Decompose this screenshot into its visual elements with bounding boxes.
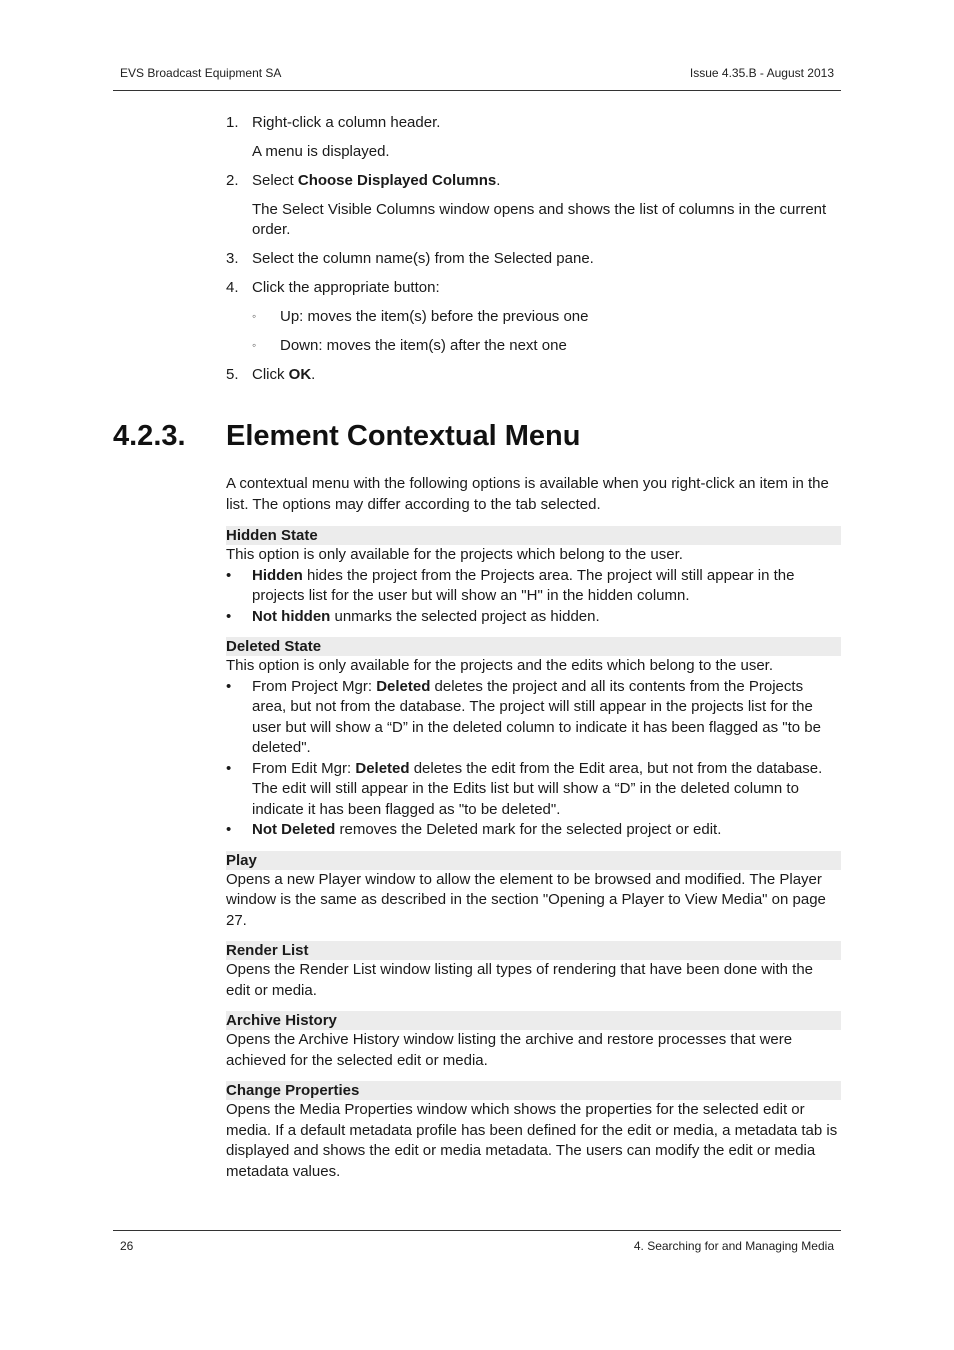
list-item: • Not Deleted removes the Deleted mark for the selected project or edit. — [226, 820, 841, 841]
step-result: The Select Visible Columns window opens and shows the list of columns in the current order. — [252, 201, 827, 238]
page-number: 26 — [120, 1239, 134, 1253]
step-1: 1. Right-click a column header. A menu is displayed. — [226, 113, 841, 162]
bullet-icon: • — [226, 566, 232, 584]
list-item: ◦ Up: moves the item(s) before the previous one — [252, 308, 589, 325]
header-company: EVS Broadcast Equipment SA — [120, 66, 282, 80]
footer-chapter: 4. Searching for and Managing Media — [633, 1239, 834, 1253]
list-item: • Not hidden unmarks the selected project as hidden. — [226, 607, 841, 628]
bullet-icon: • — [226, 821, 232, 838]
section-body — [226, 474, 841, 1182]
step-text: Select Choose Displayed Columns. — [252, 172, 501, 189]
step-5: 5. Click OK. — [226, 365, 841, 385]
subsection-desc: Opens a new Player window to allow the element to be browsed and modified. The Player window is the same as described in the section "Opening a Player to View Media" on page 27. — [226, 870, 826, 929]
step-text: Click OK. — [252, 366, 316, 383]
step-text: Click the appropriate button: — [252, 279, 440, 296]
hidden-state-section — [226, 526, 841, 627]
subsection-title: Change Properties — [226, 1081, 841, 1100]
section-title: Element Contextual Menu — [226, 420, 581, 452]
page-footer — [113, 1230, 841, 1255]
procedure-steps — [226, 113, 841, 394]
step-2: 2. Select Choose Displayed Columns. The Select Visible Columns window opens and shows the list of columns in the current order. — [226, 171, 841, 240]
step-text: Select the column name(s) from the Selected pane. — [252, 250, 594, 267]
bullet-icon: • — [226, 607, 232, 625]
page-header — [113, 66, 841, 91]
section-number: 4.2.3. — [113, 420, 186, 452]
list-item: • From Edit Mgr: Deleted deletes the edit from the Edit area, but not from the database. The edit will still appear in the Edits list but will show a “D” in the deleted column to indicate it has been flagged as "to be deleted". — [226, 759, 823, 818]
bullet-icon: • — [226, 759, 232, 777]
play-section — [226, 851, 841, 932]
render-list-section — [226, 941, 841, 1001]
step-4: 4. Click the appropriate button: ◦ Up: moves the item(s) before the previous one ◦ Down: moves the item(s) after the next one — [226, 278, 841, 356]
subsection-desc: Opens the Render List window listing all types of rendering that have been done with the edit or media. — [226, 961, 814, 999]
subsection-desc: This option is only available for the projects and the edits which belong to the user. — [226, 657, 773, 674]
subsection-title: Archive History — [226, 1011, 841, 1030]
circle-bullet-icon: ◦ — [252, 309, 257, 323]
change-properties-section — [226, 1081, 841, 1182]
step-result: A menu is displayed. — [252, 143, 390, 160]
step-text: Right-click a column header. — [252, 114, 441, 131]
list-item: • From Project Mgr: Deleted deletes the project and all its contents from the Projects area, but not from the database. The project will still appear in the projects list for the user but will show a “D” in the deleted column to indicate it has been flagged as "to be deleted". — [226, 677, 821, 756]
deleted-state-section — [226, 637, 841, 841]
subsection-title: Hidden State — [226, 526, 841, 545]
subsection-title: Render List — [226, 941, 841, 960]
subsection-title: Play — [226, 851, 841, 870]
subsection-desc: Opens the Archive History window listing the archive and restore processes that were achieved for the selected edit or media. — [226, 1031, 793, 1069]
subsection-title: Deleted State — [226, 637, 841, 656]
subsection-desc: Opens the Media Properties window which shows the properties for the selected edit or media. If a default metadata profile has been defined for the edit or media, a metadata tab is displayed and shows the edit or media metadata. The users can modify the edit or media metadata values. — [226, 1101, 838, 1180]
subsection-desc: This option is only available for the projects which belong to the user. — [226, 546, 683, 563]
circle-bullet-icon: ◦ — [252, 338, 257, 352]
archive-history-section — [226, 1011, 841, 1071]
step-3: 3. Select the column name(s) from the Selected pane. — [226, 249, 841, 269]
section-intro: A contextual menu with the following options is available when you right-click an item in the list. The options may differ according to the tab selected. — [226, 475, 829, 513]
header-issue: Issue 4.35.B - August 2013 — [689, 66, 834, 80]
list-item: • Hidden hides the project from the Projects area. The project will still appear in the projects list for the user but will show an "H" in the hidden column. — [226, 566, 795, 604]
list-item: ◦ Down: moves the item(s) after the next one — [252, 337, 567, 354]
bullet-icon: • — [226, 677, 232, 695]
